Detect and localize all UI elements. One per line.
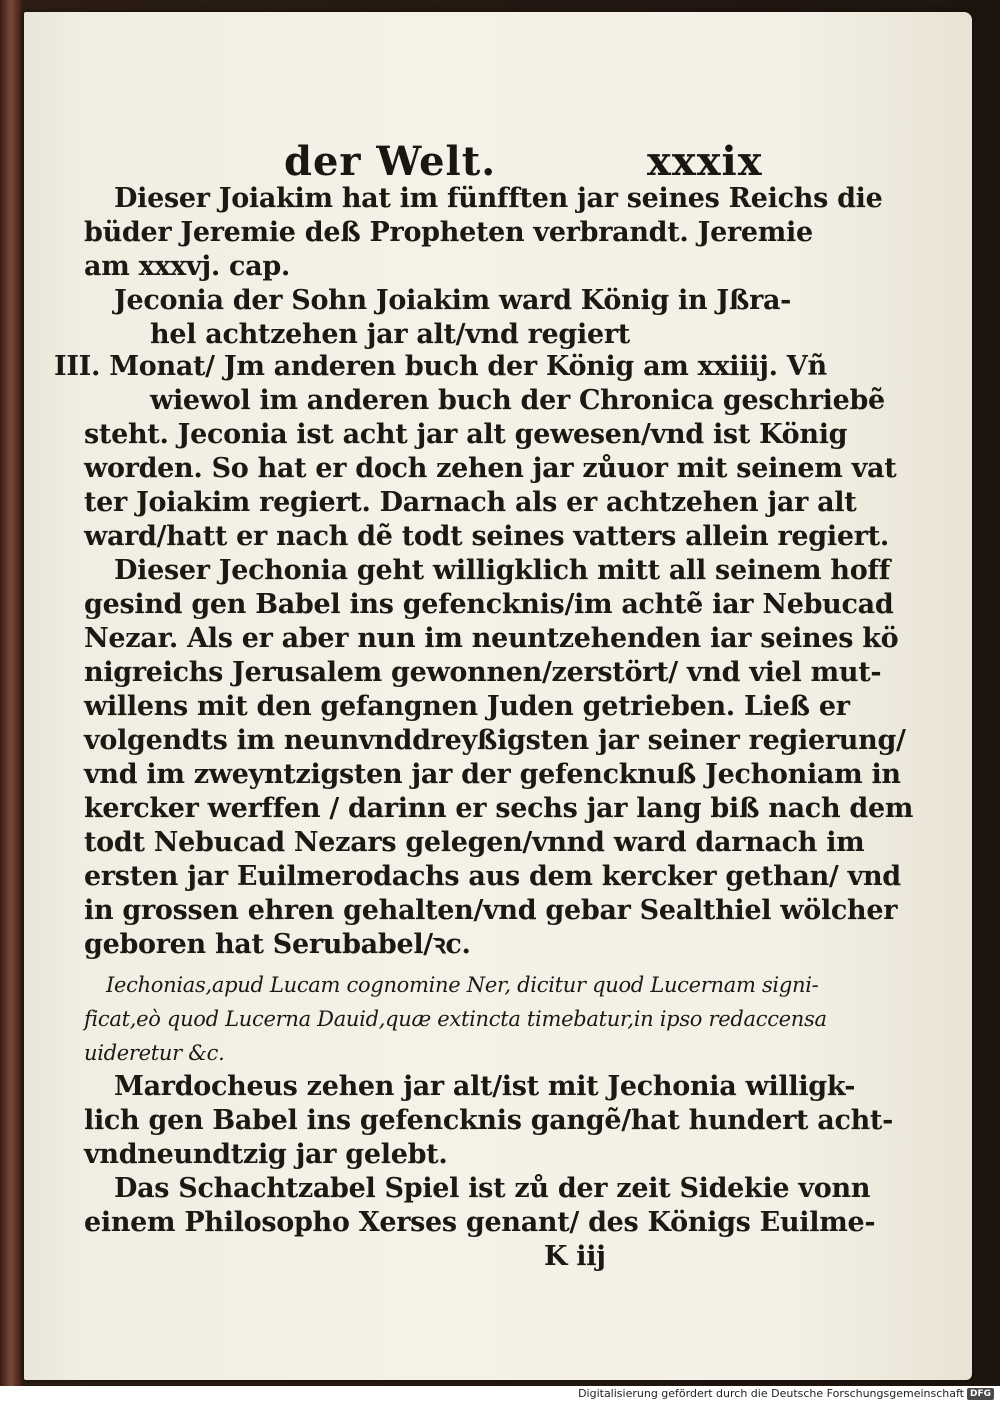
book-binding-edge [0, 0, 22, 1386]
text-line: Nezar. Als er aber nun im neuntzehenden iar seines kö [84, 623, 899, 654]
text-line: Dieser Jechonia geht willigklich mitt all seinem hoff [114, 555, 891, 586]
text-line: geboren hat Serubabel/ꝛc. [84, 929, 471, 960]
text-line: III. Monat/ Jm anderen buch der König am xxiiij. Vñ [54, 351, 827, 382]
latin-note-line: Iechonias,apud Lucam cognomine Ner, dicitur quod Lucernam signi- [106, 973, 819, 997]
text-line: todt Nebucad Nezars gelegen/vnnd ward darnach im [84, 827, 865, 858]
digitization-footer [0, 1386, 1000, 1404]
signature-mark: K iij [544, 1241, 606, 1272]
text-line: ter Joiakim regiert. Darnach als er achtzehen jar alt [84, 487, 857, 518]
text-line: nigreichs Jerusalem gewonnen/zerstört/ vnd viel mut- [84, 657, 882, 688]
page-header [24, 130, 972, 190]
text-line: lich gen Babel ins gefencknis gangẽ/hat hundert acht- [84, 1105, 894, 1136]
text-line: kercker werffen / darinn er sechs jar lang biß nach dem [84, 793, 914, 824]
text-line: wiewol im anderen buch der Chronica geschriebẽ [150, 385, 885, 416]
text-line: Mardocheus zehen jar alt/ist mit Jechonia willigk- [114, 1071, 856, 1102]
text-line: volgendts im neunvnddreyßigsten jar seiner regierung/ [84, 725, 906, 756]
text-line: Das Schachtzabel Spiel ist zů der zeit Sidekie vonn [114, 1173, 871, 1204]
text-line: ward/hatt er nach dẽ todt seines vatters allein regiert. [84, 521, 889, 552]
footer-credit: Digitalisierung gefördert durch die Deutsche Forschungsgemeinschaft [578, 1387, 964, 1400]
text-line: gesind gen Babel ins gefencknis/im achtẽ iar Nebucad [84, 589, 894, 620]
text-line: büder Jeremie deß Propheten verbrandt. Jeremie [84, 217, 813, 248]
text-line: steht. Jeconia ist acht jar alt gewesen/vnd ist König [84, 419, 848, 450]
text-line: worden. So hat er doch zehen jar zůuor mit seinem vat [84, 453, 897, 484]
folio-number: xxxix [647, 138, 763, 185]
dfg-logo: DFG [967, 1388, 994, 1400]
book-page [24, 12, 972, 1380]
text-line: willens mit den gefangnen Juden getrieben. Ließ er [84, 691, 850, 722]
text-line: Jeconia der Sohn Joiakim ward König in Jßra- [114, 285, 792, 316]
latin-note-line: ficat,eò quod Lucerna Dauid,quæ extincta timebatur,in ipso redaccensa [84, 1007, 827, 1031]
text-line: Dieser Joiakim hat im fünfften jar seines Reichs die [114, 183, 883, 214]
latin-note-line: uideretur &c. [84, 1041, 225, 1065]
text-line: am xxxvj. cap. [84, 251, 291, 282]
running-head: der Welt. [284, 138, 497, 185]
text-line: einem Philosopho Xerses genant/ des Königs Euilme- [84, 1207, 876, 1238]
text-line: in grossen ehren gehalten/vnd gebar Sealthiel wölcher [84, 895, 898, 926]
text-line: ersten jar Euilmerodachs aus dem kercker gethan/ vnd [84, 861, 901, 892]
text-line: vnd im zweyntzigsten jar der gefencknuß Jechoniam in [84, 759, 901, 790]
text-line: hel achtzehen jar alt/vnd regiert [150, 319, 630, 350]
text-line: vndneundtzig jar gelebt. [84, 1139, 448, 1170]
